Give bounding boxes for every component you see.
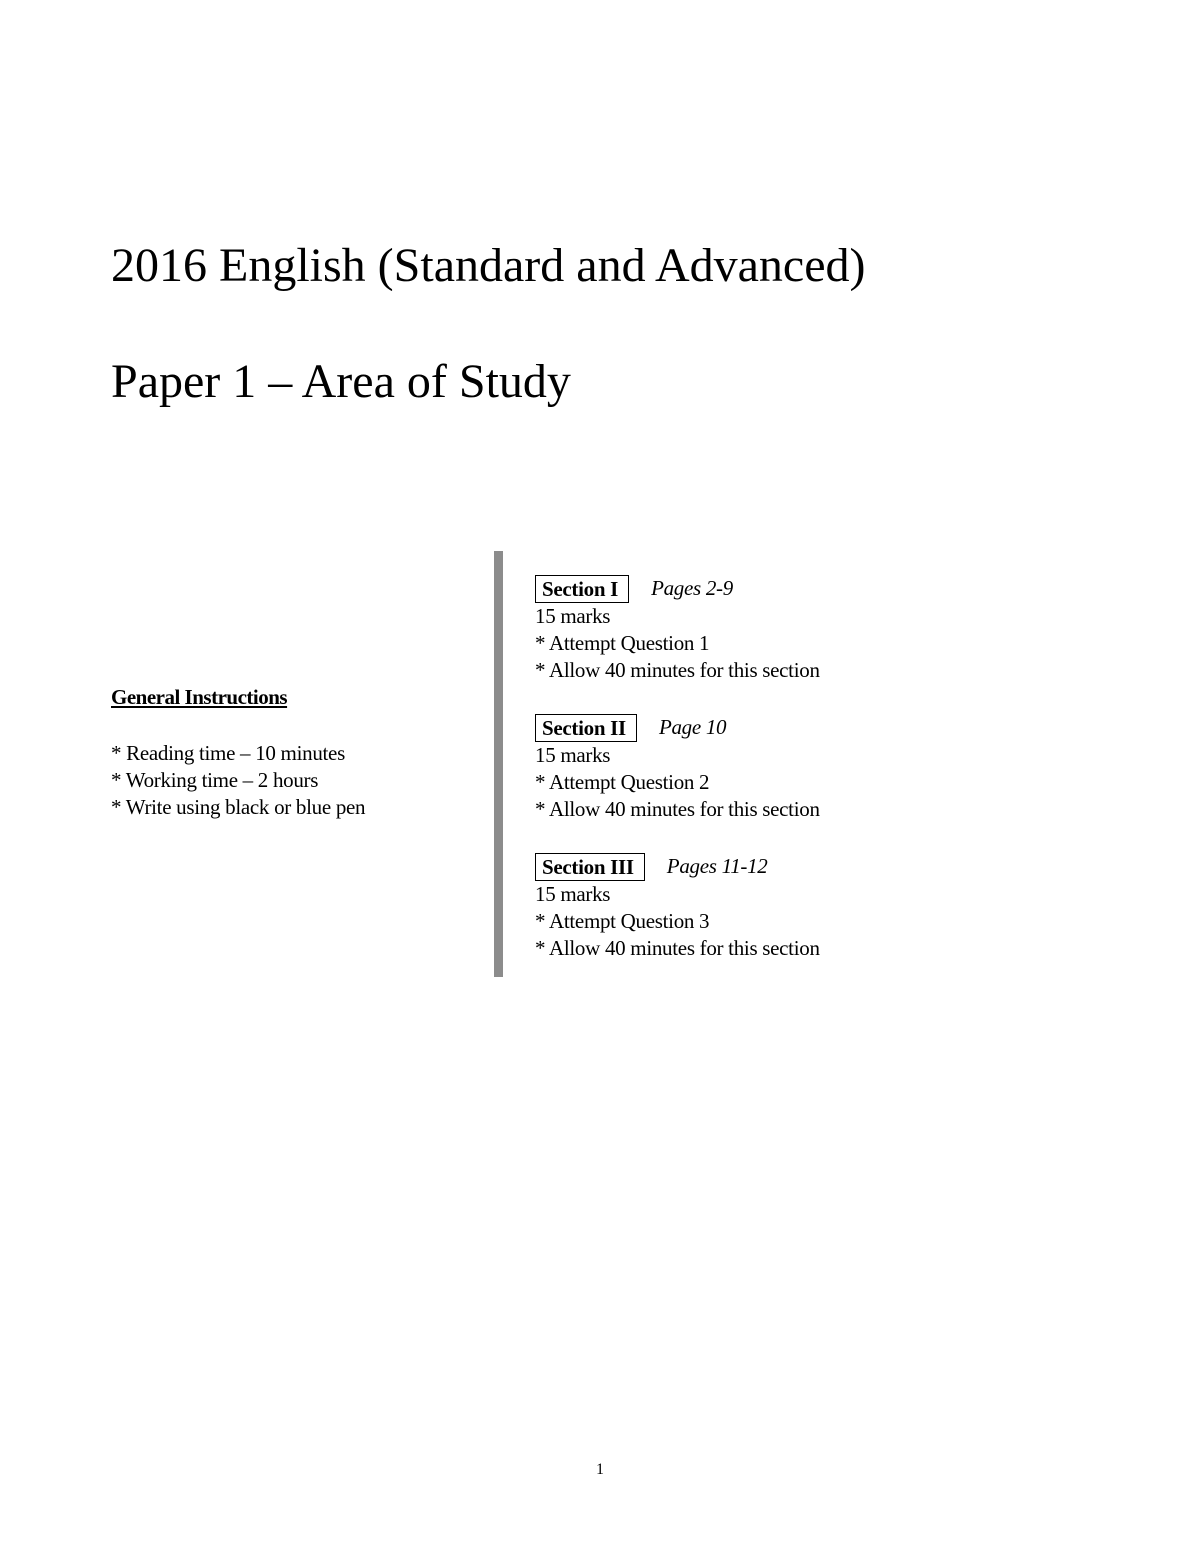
section-pages: Pages 2-9 xyxy=(651,576,733,600)
section-label: Section III xyxy=(535,853,645,881)
page-number: 1 xyxy=(596,1461,604,1478)
section-time: * Allow 40 minutes for this section xyxy=(535,658,820,682)
section-pages: Page 10 xyxy=(658,715,727,739)
instruction-item: * Write using black or blue pen xyxy=(111,795,366,819)
section-marks: 15 marks xyxy=(535,743,611,767)
section-marks: 15 marks xyxy=(535,882,611,906)
section-attempt: * Attempt Question 2 xyxy=(535,770,710,794)
section-header xyxy=(535,713,1055,742)
section-pages: Pages 11-12 xyxy=(666,854,768,878)
instruction-item: * Reading time – 10 minutes xyxy=(111,741,345,765)
vertical-divider xyxy=(494,551,503,977)
paper-subtitle: Paper 1 – Area of Study xyxy=(111,355,571,408)
section-2 xyxy=(535,713,1055,823)
section-attempt: * Attempt Question 3 xyxy=(535,909,710,933)
section-label: Section II xyxy=(535,714,637,742)
section-header xyxy=(535,852,1055,881)
general-instructions-heading: General Instructions xyxy=(111,685,288,709)
sections-list xyxy=(535,574,1055,991)
general-instructions xyxy=(111,684,471,821)
section-header xyxy=(535,574,1055,603)
section-attempt: * Attempt Question 1 xyxy=(535,631,710,655)
section-label: Section I xyxy=(535,575,629,603)
document-title: 2016 English (Standard and Advanced) xyxy=(111,239,866,292)
instruction-item: * Working time – 2 hours xyxy=(111,768,319,792)
section-time: * Allow 40 minutes for this section xyxy=(535,797,820,821)
section-3 xyxy=(535,852,1055,962)
section-marks: 15 marks xyxy=(535,604,611,628)
section-1 xyxy=(535,574,1055,684)
section-time: * Allow 40 minutes for this section xyxy=(535,936,820,960)
